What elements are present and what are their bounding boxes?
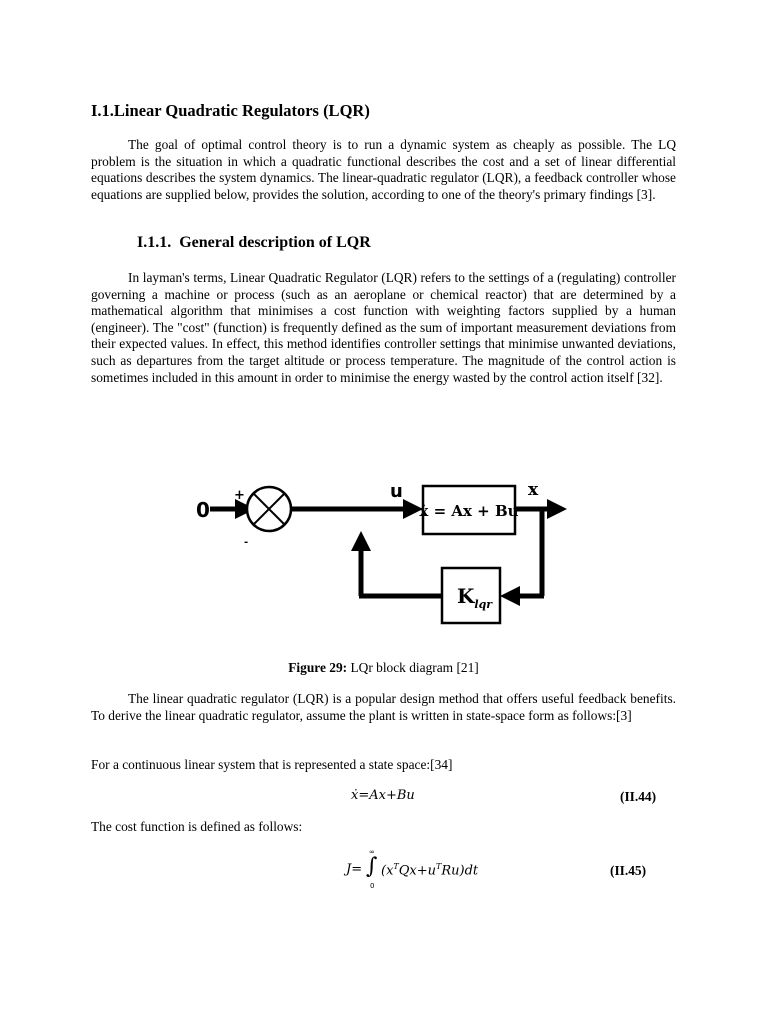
summing-junction xyxy=(247,487,291,531)
paragraph-intro: The goal of optimal control theory is to run a dynamic system as cheaply as possible. The LQ problem is the situation in which a quadratic functional describes the cost and a set of linear differential equations describes the system dynamics. The linear-quadratic regulator (LQR), a feedback controller whose equations are supplied below, provides the solution, according to one of the theory's primary findings [3]. xyxy=(91,137,676,202)
u-label: u xyxy=(390,481,403,502)
equation-1-number: (II.44) xyxy=(620,789,657,804)
paragraph-cost-function: The cost function is defined as follows: xyxy=(91,819,303,834)
integral-upper-limit: ∞ xyxy=(369,848,375,856)
paragraph-general-description: In layman's terms, Linear Quadratic Regulator (LQR) refers to the settings of a (regulating) controller governing a machine or process (such as an aeroplane or chemical reactor) that are determined by a mathematical algorithm that minimises a cost function with weighting factors supplied by a human (engineer). The "cost" (function) is frequently defined as the sum of important measurement deviations from their expected values. In effect, this method identifies controller settings that minimise unwanted deviations, such as departures from the target altitude or process temperature. The magnitude of the control action is sometimes included in this amount in order to minimise the energy wasted by the control action itself [32]. xyxy=(91,270,676,385)
figure-caption xyxy=(91,660,676,676)
paragraph-state-space: For a continuous linear system that is represented a state space:[34] xyxy=(91,757,453,772)
plus-sign: + xyxy=(234,488,245,503)
transpose-1: T xyxy=(393,862,399,871)
equation-cost-function xyxy=(91,848,676,896)
lqr-block-diagram xyxy=(194,465,584,635)
integrand-part-c: Ru)dt xyxy=(441,863,479,879)
equation-2-lhs: J= xyxy=(346,862,363,877)
integral-sign: ∫ xyxy=(366,854,378,879)
subsection-number: I.1.1. xyxy=(137,234,172,251)
subsection-title: General description of LQR xyxy=(179,234,371,251)
integrand-part-a: (x xyxy=(381,863,394,879)
section-title: Linear Quadratic Regulators (LQR) xyxy=(113,101,370,120)
section-heading xyxy=(91,101,370,121)
minus-sign: - xyxy=(244,537,249,548)
paragraph-lqr-design: The linear quadratic regulator (LQR) is a popular design method that offers useful feedback benefits. To derive the linear quadratic regulator, assume the plant is written in state-space form as follows:[3] xyxy=(91,691,676,723)
x-label: x xyxy=(528,480,539,500)
figure-label: Figure 29: xyxy=(288,660,348,675)
gain-subscript: lqr xyxy=(474,598,493,611)
equation-2-integrand xyxy=(381,862,478,878)
subsection-heading xyxy=(137,234,371,252)
plant-equation: ẋ = Ax + Bu xyxy=(419,502,519,520)
integral-lower-limit: 0 xyxy=(370,882,375,890)
equation-1-rhs: =Ax+Bu xyxy=(358,788,415,803)
integrand-part-b: Qx+u xyxy=(398,863,437,879)
equation-1 xyxy=(351,788,415,803)
equation-2-number: (II.45) xyxy=(610,863,647,878)
figure-text: LQr block diagram [21] xyxy=(347,660,479,675)
equation-1-lhs: ẋ xyxy=(351,788,359,803)
gain-main: K xyxy=(457,584,475,608)
transpose-2: T xyxy=(436,862,442,871)
input-label: 0 xyxy=(196,498,210,522)
section-number: I.1. xyxy=(91,101,114,120)
